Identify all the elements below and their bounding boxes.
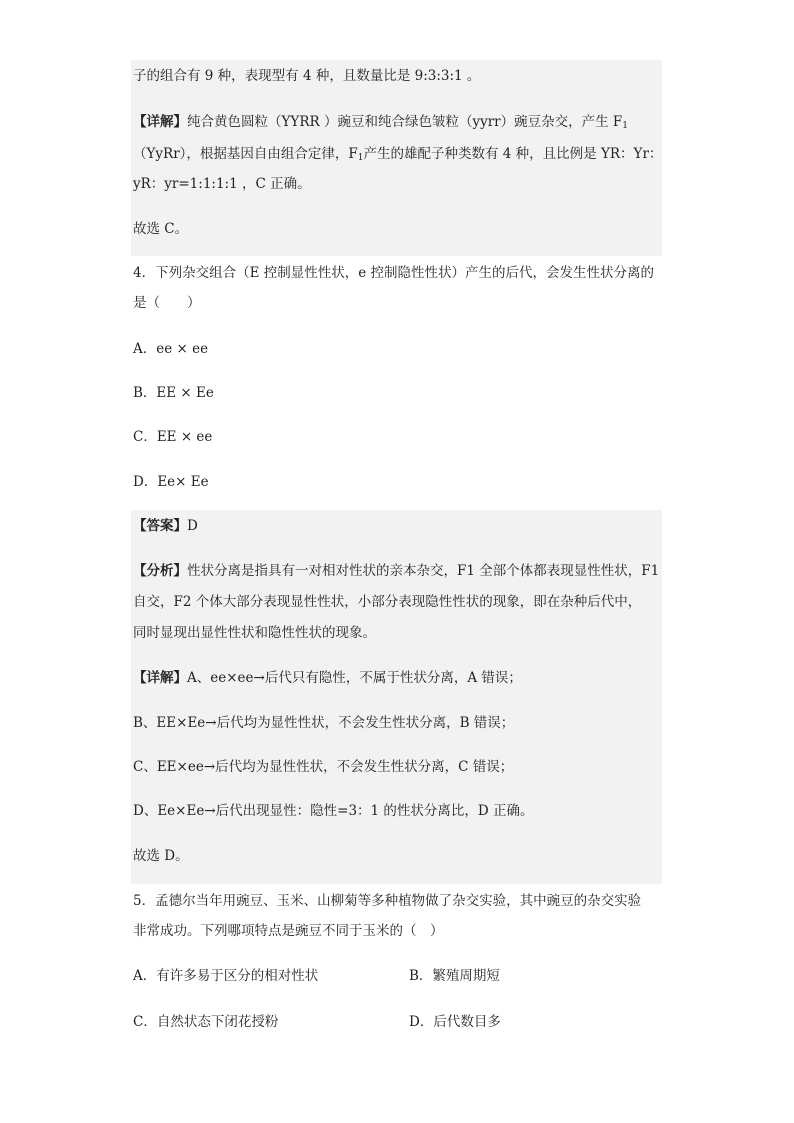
q4-detail-line: B、EE×Ee→后代均为显性性状，不会发生性状分离，B 错误；: [133, 715, 515, 731]
q5-stem-line: 非常成功。下列哪项特点是豌豆不同于玉米的（ ）: [133, 923, 444, 939]
q4-option-b: B．EE × Ee: [133, 385, 214, 401]
detail-label: 【详解】: [133, 670, 187, 686]
q5-option-b: B．繁殖周期短: [409, 968, 500, 984]
q4-option-c: C．EE × ee: [133, 429, 213, 445]
q5-stem-line: 5．孟德尔当年用豌豆、玉米、山柳菊等多种植物做了杂交实验，其中豌豆的杂交实验: [133, 893, 642, 909]
q4-option-d: D．Ee× Ee: [133, 474, 209, 490]
q4-detail-line: [133, 668, 522, 688]
answer-value: D: [187, 518, 198, 534]
q4-option-a: A．ee × ee: [133, 341, 209, 357]
detail-label: 【详解】: [133, 114, 187, 130]
q4-analysis-line: [133, 561, 659, 581]
detail-text: A、ee×ee→后代只有隐性，不属于性状分离，A 错误；: [187, 670, 522, 686]
q4-analysis-line: 自交，F2 个体大部分表现显性性状，小部分表现隐性性状的现象，即在杂种后代中，: [133, 594, 642, 610]
q4-detail-line: C、EE×ee→后代均为显性性状，不会发生性状分离，C 错误；: [133, 759, 514, 775]
prev-conclusion: 故选 C。: [133, 221, 189, 237]
detail-text: 纯合黄色圆粒（YYRR ）豌豆和纯合绿色皱粒（yyrr）豌豆杂交，产生 F: [187, 114, 623, 130]
subscript: 1: [622, 121, 628, 131]
q4-conclusion: 故选 D。: [133, 848, 189, 864]
q5-option-a: A．有许多易于区分的相对性状: [133, 968, 319, 984]
prev-explain-line: 子的组合有 9 种，表现型有 4 种，且数量比是 9:3:3:1 。: [133, 68, 481, 84]
detail-text: 产生的雄配子种类数有 4 种，且比例是 YR：Yr：: [363, 146, 663, 162]
q5-option-c: C．自然状态下闭花授粉: [133, 1014, 279, 1030]
analysis-label: 【分析】: [133, 563, 187, 579]
prev-detail-line: [133, 112, 628, 132]
q4-stem-line: 是（ ）: [133, 295, 201, 311]
analysis-text: 性状分离是指具有一对相对性状的亲本杂交，F1 全部个体都表现显性性状，F1: [187, 563, 660, 579]
q4-answer: [133, 516, 198, 536]
prev-detail-line: [133, 144, 662, 164]
subscript: 1: [357, 153, 364, 163]
q4-detail-line: D、Ee×Ee→后代出现显性：隐性=3：1 的性状分离比，D 正确。: [133, 803, 534, 819]
answer-label: 【答案】: [133, 518, 187, 534]
q5-option-d: D．后代数目多: [409, 1014, 501, 1030]
detail-text: （YyRr），根据基因自由组合定律，F: [133, 146, 358, 162]
prev-detail-line: yR：yr=1:1:1:1 ，C 正确。: [133, 176, 311, 192]
q4-analysis-line: 同时显现出显性性状和隐性性状的现象。: [133, 625, 376, 641]
q4-stem-line: 4．下列杂交组合（E 控制显性性状，e 控制隐性性状）产生的后代，会发生性状分离的: [133, 265, 655, 281]
